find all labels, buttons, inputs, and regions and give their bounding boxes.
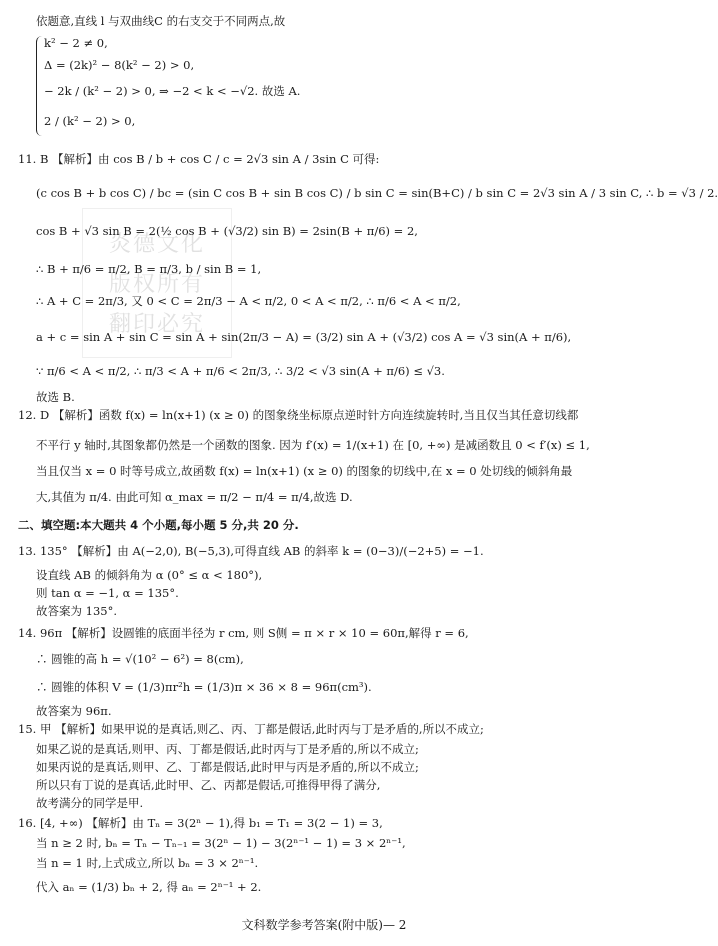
text-line: cos B + √3 sin B = 2(½ cos B + (√3/2) sin B) = 2sin(B + π/6) = 2, — [36, 224, 418, 238]
section-heading: 二、填空题:本大题共 4 个小题,每小题 5 分,共 20 分. — [18, 518, 299, 532]
page-footer: 文科数学参考答案(附中版)— 2 — [241, 918, 407, 932]
text-line: 故答案为 96π. — [36, 704, 112, 718]
watermark-line-2: 版权所有 — [108, 272, 205, 297]
text-line: 当 n = 1 时,上式成立,所以 bₙ = 3 × 2ⁿ⁻¹. — [36, 856, 259, 870]
text-line: 故答案为 135°. — [36, 604, 118, 618]
text-line: 故考满分的同学是甲. — [36, 796, 144, 810]
system-condition: − 2k / (k² − 2) > 0, ⇒ −2 < k < −√2. 故选 A. — [44, 84, 301, 98]
question-11-heading: 11. B 【解析】由 cos B / b + cos C / c = 2√3 sin A / 3sin C 可得: — [18, 152, 380, 166]
text-line: 故选 B. — [36, 390, 75, 404]
text-line: 代入 aₙ = (1/3) bₙ + 2, 得 aₙ = 2ⁿ⁻¹ + 2. — [36, 880, 262, 894]
system-condition: 2 / (k² − 2) > 0, — [44, 114, 136, 128]
text-line: 当 n ≥ 2 时, bₙ = Tₙ − Tₙ₋₁ = 3(2ⁿ − 1) − 3(2ⁿ⁻¹ − 1) = 3 × 2ⁿ⁻¹, — [36, 836, 406, 850]
watermark-line-1: 炎德文化 — [108, 232, 205, 257]
question-15-heading: 15. 甲 【解析】如果甲说的是真话,则乙、丙、丁都是假话,此时丙与丁是矛盾的,所以不成立; — [18, 722, 484, 736]
question-14-heading: 14. 96π 【解析】设圆锥的底面半径为 r cm, 则 S侧 = π × r × 10 = 60π,解得 r = 6, — [18, 626, 469, 640]
text-line: 大,其值为 π/4. 由此可知 α_max = π/2 − π/4 = π/4,故选 D. — [36, 490, 353, 504]
watermark-line-3: 翻印必究 — [108, 312, 205, 337]
text-line: (c cos B + b cos C) / bc = (sin C cos B + sin B cos C) / b sin C = sin(B+C) / b sin C = 2√3 sin A / 3 sin C, ∴ b = √3 / 2. — [36, 186, 718, 200]
system-brace — [36, 36, 43, 136]
text-line: ∴ 圆锥的高 h = √(10² − 6²) = 8(cm), — [36, 652, 244, 666]
text-line: ∴ 圆锥的体积 V = (1/3)πr²h = (1/3)π × 36 × 8 = 96π(cm³). — [36, 680, 372, 694]
text-line: ∵ π/6 < A < π/2, ∴ π/3 < A + π/6 < 2π/3, ∴ 3/2 < √3 sin(A + π/6) ≤ √3. — [36, 364, 445, 378]
text-line: ∴ B + π/6 = π/2, B = π/3, b / sin B = 1, — [36, 262, 262, 276]
text-line: 依题意,直线 l 与双曲线C 的右支交于不同两点,故 — [36, 14, 286, 28]
text-line: 如果乙说的是真话,则甲、丙、丁都是假话,此时丙与丁是矛盾的,所以不成立; — [36, 742, 419, 756]
question-12-heading: 12. D 【解析】函数 f(x) = ln(x+1) (x ≥ 0) 的图象绕坐标原点逆时针方向连续旋转时,当且仅当其任意切线都 — [18, 408, 579, 422]
text-line: a + c = sin A + sin C = sin A + sin(2π/3 − A) = (3/2) sin A + (√3/2) cos A = √3 sin(A + π/6), — [36, 330, 572, 344]
text-line: 如果丙说的是真话,则甲、乙、丁都是假话,此时甲与丙是矛盾的,所以不成立; — [36, 760, 419, 774]
text-line: 不平行 y 轴时,其图象都仍然是一个函数的图象. 因为 f′(x) = 1/(x+1) 在 [0, +∞) 是减函数且 0 < f′(x) ≤ 1, — [36, 438, 590, 452]
text-line: 设直线 AB 的倾斜角为 α (0° ≤ α < 180°), — [36, 568, 263, 582]
text-line: 则 tan α = −1, α = 135°. — [36, 586, 179, 600]
system-condition: Δ = (2k)² − 8(k² − 2) > 0, — [44, 58, 195, 72]
system-condition: k² − 2 ≠ 0, — [44, 36, 108, 50]
text-line: 所以只有丁说的是真话,此时甲、乙、丙都是假话,可推得甲得了满分, — [36, 778, 381, 792]
question-13-heading: 13. 135° 【解析】由 A(−2,0), B(−5,3),可得直线 AB 的斜率 k = (0−3)/(−2+5) = −1. — [18, 544, 484, 558]
question-16-heading: 16. [4, +∞) 【解析】由 Tₙ = 3(2ⁿ − 1),得 b₁ = T₁ = 3(2 − 1) = 3, — [18, 816, 383, 830]
text-line: ∴ A + C = 2π/3, 又 0 < C = 2π/3 − A < π/2, 0 < A < π/2, ∴ π/6 < A < π/2, — [36, 294, 461, 308]
text-line: 当且仅当 x = 0 时等号成立,故函数 f(x) = ln(x+1) (x ≥ 0) 的图象的切线中,在 x = 0 处切线的倾斜角最 — [36, 464, 573, 478]
